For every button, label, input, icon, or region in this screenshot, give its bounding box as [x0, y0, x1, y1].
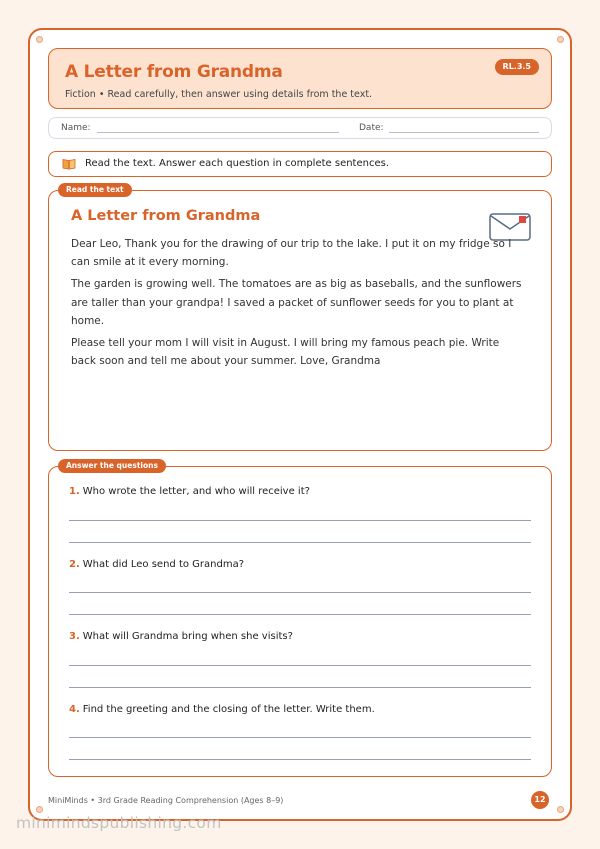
standard-badge: RL.3.5 [495, 59, 539, 75]
question-number: 1. [69, 486, 80, 497]
question-number: 3. [69, 631, 80, 642]
answer-line[interactable] [69, 759, 531, 760]
worksheet-header [48, 48, 552, 109]
questions-section-tag: Answer the questions [58, 459, 166, 473]
reading-passage [48, 190, 552, 451]
page-title: A Letter from Grandma [65, 62, 283, 82]
answer-line[interactable] [69, 687, 531, 688]
name-label: Name: [61, 123, 91, 133]
answer-line[interactable] [69, 665, 531, 666]
question-3 [69, 631, 533, 642]
instruction-text: Read the text. Answer each question in complete sentences. [85, 158, 390, 169]
question-2 [69, 559, 533, 570]
passage-title: A Letter from Grandma [71, 208, 261, 224]
question-text [69, 559, 533, 570]
corner-dot-top-right [557, 36, 564, 43]
footer-text: MiniMinds • 3rd Grade Reading Comprehension (Ages 8–9) [48, 796, 284, 805]
name-field[interactable] [97, 132, 339, 133]
corner-dot-bottom-right [557, 806, 564, 813]
instruction-box [48, 151, 552, 177]
answer-line[interactable] [69, 737, 531, 738]
question-prompt: Find the greeting and the closing of the letter. Write them. [82, 704, 375, 715]
passage-body [71, 235, 523, 374]
reading-section-tag: Read the text [58, 183, 132, 197]
page-number: 12 [531, 791, 549, 809]
question-number: 2. [69, 559, 80, 570]
passage-paragraph: Please tell your mom I will visit in August. I will bring my famous peach pie. Write back soon and tell me about your summer. Love, Grandma [71, 337, 500, 368]
question-prompt: What will Grandma bring when she visits? [82, 631, 293, 642]
question-text [69, 704, 533, 715]
answer-line[interactable] [69, 542, 531, 543]
questions-section [48, 466, 552, 777]
answer-line[interactable] [69, 520, 531, 521]
passage-paragraph: Dear Leo, Thank you for the drawing of our trip to the lake. I put it on my fridge so I can smile at it every morning. [71, 238, 512, 269]
date-field[interactable] [389, 132, 539, 133]
answer-line[interactable] [69, 592, 531, 593]
question-text [69, 486, 533, 497]
question-number: 4. [69, 704, 80, 715]
answer-line[interactable] [69, 614, 531, 615]
question-4 [69, 704, 533, 715]
passage-paragraph: The garden is growing well. The tomatoes are as big as baseballs, and the sunflowers are taller than your grandpa! I saved a packet of sunflower seeds for you to plant at home. [71, 278, 522, 327]
date-label: Date: [359, 123, 384, 133]
corner-dot-bottom-left [36, 806, 43, 813]
watermark: minimindspublishing.com [16, 814, 222, 832]
question-prompt: What did Leo send to Grandma? [82, 559, 245, 570]
page-subtitle: Fiction • Read carefully, then answer using details from the text. [65, 89, 373, 100]
question-1 [69, 486, 533, 497]
question-text [69, 631, 533, 642]
question-prompt: Who wrote the letter, and who will receive it? [82, 486, 310, 497]
corner-dot-top-left [36, 36, 43, 43]
book-icon [62, 158, 76, 170]
name-date-row [48, 117, 552, 139]
